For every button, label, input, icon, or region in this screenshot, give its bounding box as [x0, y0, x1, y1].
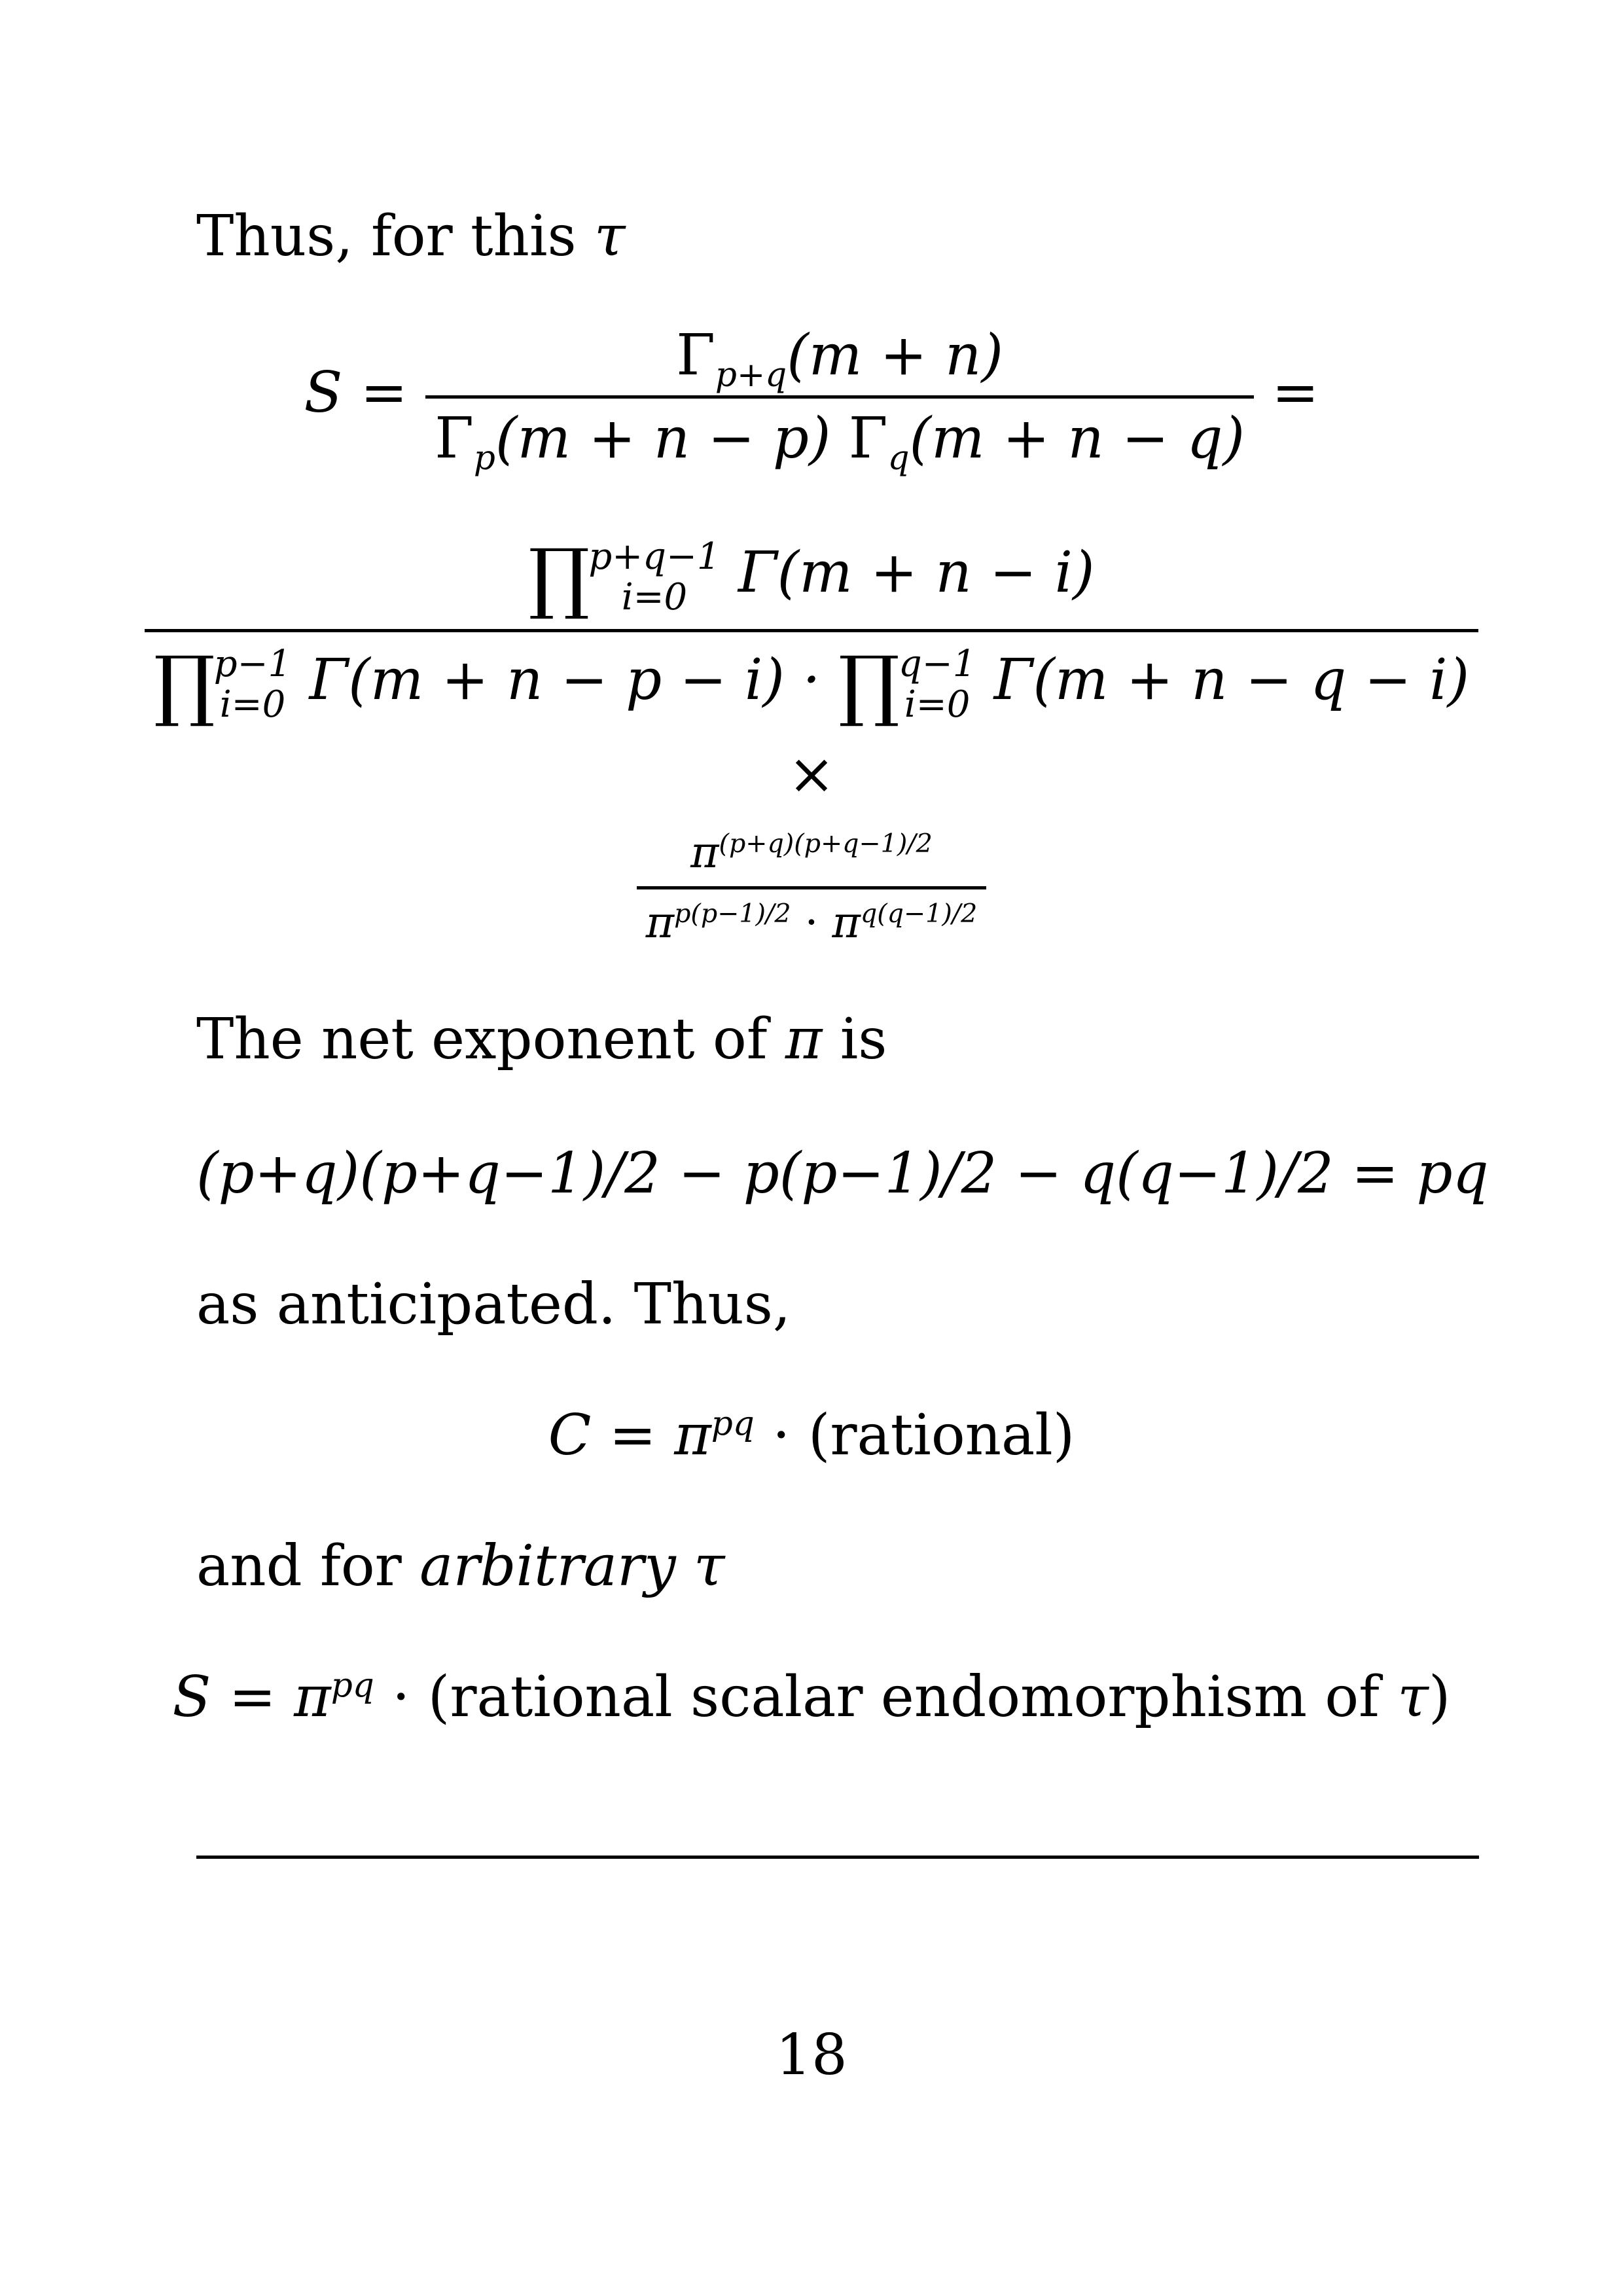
equation-c: $C = \pi^{pq}$ · (rational) [548, 1403, 1075, 1468]
eq1-fraction-bar [425, 395, 1254, 399]
eq1-numerator: $\Gamma_{p+q}(m + n)$ [676, 323, 1003, 395]
eq1-rhs: = [1272, 360, 1319, 425]
horizontal-rule [196, 1856, 1479, 1859]
eq2-fraction [145, 531, 1478, 730]
equation-s-gamma [0, 323, 1623, 478]
exponent-equation: (p+q)(p+q−1)/2 − p(p−1)/2 − q(q−1)/2 = pq [196, 1141, 1489, 1206]
eq1-fraction [425, 323, 1254, 478]
eq3-denominator: $\pi^{p(p-1)/2} \cdot \pi^{q(q-1)/2}$ [645, 897, 978, 948]
eq2-denominator: ∏ p−1 i=0 Γ(m + n − p − i) · ∏ q−1 i=0 Γ(m + n − q − i) [153, 639, 1470, 730]
eq2-fraction-bar [145, 629, 1478, 632]
eq2-numerator: ∏ p+q−1 i=0 Γ(m + n − i) [528, 531, 1095, 622]
eq3-fraction-bar [637, 886, 987, 889]
equation-product-ratio [0, 531, 1623, 730]
times-sign: × [787, 742, 836, 807]
intro-paragraph [196, 204, 626, 269]
eq3-fraction [637, 827, 987, 948]
arbitrary-paragraph: and for arbitrary τ [196, 1534, 725, 1599]
equation-s-final: $S = \pi^{pq}$ · (rational scalar endomorphism of τ) [172, 1664, 1451, 1730]
equation-pi-ratio [0, 827, 1623, 948]
anticipated-paragraph: as anticipated. Thus, [196, 1272, 791, 1337]
pi-symbol: π [785, 1007, 823, 1072]
net-exponent-paragraph: The net exponent of π is [196, 1007, 887, 1072]
tau-symbol: τ [594, 204, 626, 269]
eq3-numerator: $\pi^{(p+q)(p+q-1)/2}$ [690, 827, 933, 878]
eq1-lhs: S = [304, 360, 408, 425]
eq1-denominator: $\Gamma_p(m + n - p) \Gamma_q(m + n - q)$ [435, 406, 1245, 478]
intro-text: Thus, for this [196, 204, 577, 269]
page-number: 18 [776, 2022, 847, 2088]
